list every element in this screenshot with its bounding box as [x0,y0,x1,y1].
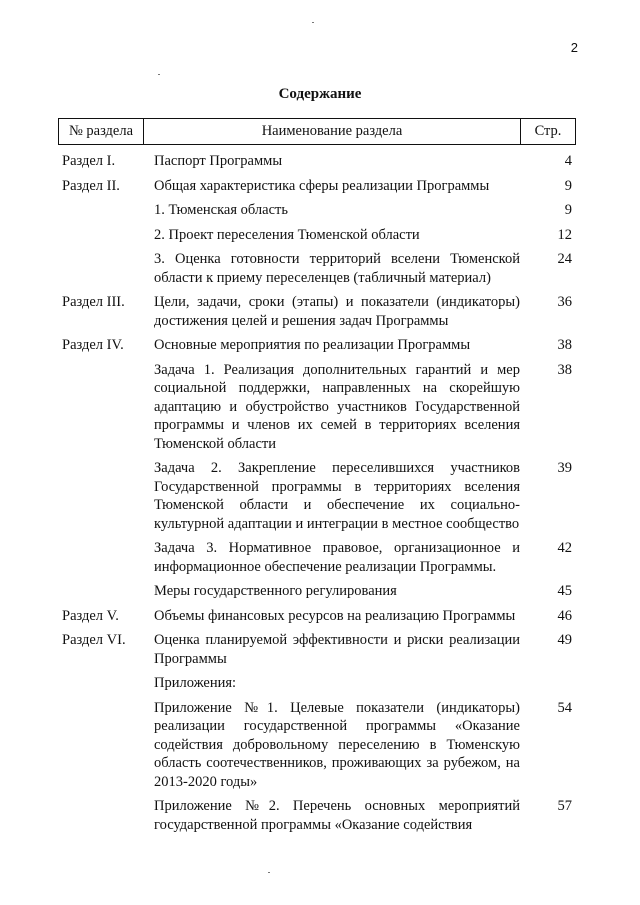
toc-title: Общая характеристика сферы реализации Программы [154,177,490,194]
toc-page: 39 [557,460,572,476]
scan-speck [158,74,160,75]
toc-page: 4 [564,153,572,169]
toc-row [58,607,576,626]
toc-header-table [58,118,576,145]
toc-title: Приложения: [154,675,237,691]
toc-title: Цели, задачи, сроки (этапы) и показатели (индикаторы) достижения целей и решения задач Программы [154,294,520,329]
toc-page: 24 [557,251,572,267]
toc-page: 38 [557,361,572,378]
toc-title: Задача 2. Закрепление переселившихся участников Государственной программы в территориях вселения Тюменской области и обеспечение их социально-культурной адаптации и интеграции в местное сообщество [154,460,520,532]
toc-list [58,152,576,840]
toc-title: Основные мероприятия по реализации Программы [154,337,471,353]
page-number: 2 [570,40,578,55]
toc-title: 1. Тюменская область [154,202,288,218]
scan-speck [312,22,314,23]
toc-page: 54 [557,699,572,716]
toc-row [58,631,576,668]
toc-section [58,674,154,693]
toc-title: Объемы финансовых ресурсов на реализацию Программы [154,607,516,624]
toc-row [58,797,576,834]
toc-page: 36 [557,294,572,310]
toc-page: 45 [557,583,572,599]
toc-row [58,293,576,330]
toc-page [520,674,576,693]
toc-page: 38 [557,337,572,353]
toc-section: Раздел VI. [62,632,126,648]
toc-row [58,177,576,196]
toc-section [58,699,154,792]
toc-section [58,361,154,454]
toc-section [58,201,154,220]
toc-row [58,459,576,533]
toc-page: 9 [564,177,572,194]
toc-row [58,699,576,792]
toc-row [58,152,576,171]
toc-row [58,336,576,355]
toc-page: 9 [564,202,572,218]
header-name: Наименование раздела [144,119,521,145]
scan-speck [268,872,270,873]
toc-row [58,361,576,454]
toc-section [58,539,154,576]
toc-title: 2. Проект переселения Тюменской области [154,226,420,243]
toc-row [58,674,576,693]
toc-title: Задача 1. Реализация дополнительных гарантий и мер социальной поддержки, направленных на скорейшую адаптацию и обустройство участников Государственной программы и членов их семей в территориях вселения Тюменской области [154,361,520,452]
toc-section [58,459,154,533]
toc-section: Раздел III. [62,294,125,310]
toc-title: Приложение №2. Перечень основных мероприятий государственной программы «Оказание содействия [154,798,520,833]
toc-title: Оценка планируемой эффективности и риски реализации Программы [154,632,520,667]
header-page: Стр. [521,119,576,145]
toc-section [58,582,154,601]
toc-section: Раздел V. [62,607,119,624]
toc-row [58,582,576,601]
toc-page: 42 [557,540,572,556]
toc-title: Паспорт Программы [154,153,283,169]
toc-section: Раздел IV. [62,337,124,353]
toc-row [58,250,576,287]
toc-title: Задача 3. Нормативное правовое, организационное и информационное обеспечение реализации Программы. [154,540,520,575]
toc-title: Меры государственного регулирования [154,583,397,599]
toc-section [58,250,154,287]
toc-section: Раздел I. [62,153,116,169]
toc-section: Раздел II. [62,177,120,194]
toc-section [58,226,154,245]
toc-page: 49 [557,632,572,648]
toc-row [58,539,576,576]
toc-page: 12 [557,226,572,243]
toc-title: 3. Оценка готовности территорий вселени Тюменской области к приему переселенцев (табличный материал) [154,251,520,286]
header-section: № раздела [59,119,144,145]
toc-page: 46 [557,607,572,624]
toc-title: Приложение №1. Целевые показатели (индикаторы) реализации государственной программы «Оказание содействия добровольному переселению в Тюменскую область соотечественников, проживающих за рубежом, на 2013-2020 годы» [154,699,520,790]
toc-page: 57 [557,798,572,814]
toc-row [58,201,576,220]
toc-row [58,226,576,245]
page-title: Содержание [278,86,362,102]
toc-section [58,797,154,834]
